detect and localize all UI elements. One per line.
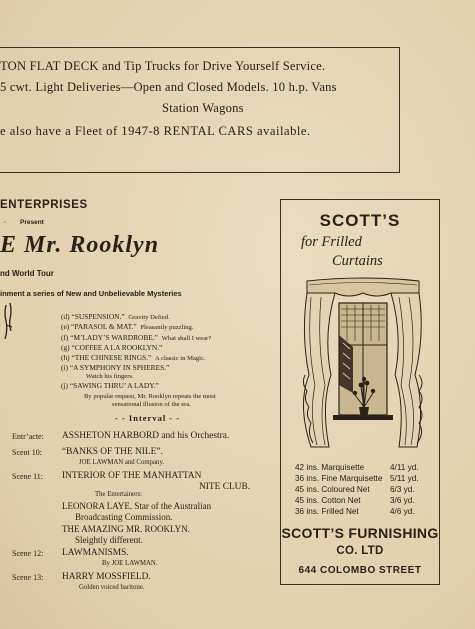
scotts-for-line: for Frilled: [301, 234, 362, 250]
list-item: [61, 353, 206, 362]
scene-10-label: Scent 10:: [12, 448, 42, 457]
interval-heading: - - Interval - -: [115, 413, 181, 423]
entertainers-label: The Entertainers:: [95, 491, 142, 498]
price-value: 4/11 yd.: [390, 463, 419, 472]
scotts-heading: SCOTT’S: [319, 211, 401, 230]
rope-illustration: [3, 303, 15, 341]
list-item: [61, 343, 162, 352]
price-desc: 36 ins. Frilled Net: [295, 507, 359, 516]
scene-13-label: Scene 13:: [12, 573, 44, 582]
advert-line-4: e also have a Fleet of 1947-8 RENTAL CARS available.: [0, 124, 311, 138]
item-note: Gravity Defied.: [128, 314, 170, 321]
advert-line-2: 5 cwt. Light Deliveries—Open and Closed Models. 10 h.p. Vans: [0, 80, 337, 94]
curtain-window-illustration: [295, 275, 431, 455]
firm-address: 644 COLOMBO STREET: [298, 565, 422, 576]
list-item: [61, 381, 159, 390]
advert-line-3: Station Wagons: [162, 101, 244, 115]
price-desc: 42 ins. Marquisette: [295, 463, 365, 472]
item-label: (g) “COFFEE A LA ROOKLYN.”: [61, 343, 163, 352]
popular-request-line-2: sensational illusion of the era.: [112, 401, 191, 408]
scene-11-text: INTERIOR OF THE MANHATTAN: [62, 471, 202, 481]
list-item: [61, 333, 211, 342]
price-value: 6/3 yd.: [390, 485, 415, 494]
scene-11-label: Scene 11:: [12, 472, 44, 481]
price-desc: 45 ins. Coloured Net: [295, 485, 370, 494]
entracte-label: Entr’acte:: [12, 432, 44, 441]
scene-12-text: LAWMANISMS.: [62, 548, 129, 558]
list-item: [61, 312, 170, 321]
price-value: 3/6 yd.: [390, 496, 415, 505]
scene-10-text: “BANKS OF THE NILE”.: [62, 447, 163, 457]
scene-13-text: HARRY MOSSFIELD.: [62, 572, 151, 582]
item-label: (f) “M’LADY’S WARDROBE.”: [61, 333, 158, 342]
scene-13-sub: Golden voiced baritone.: [79, 584, 145, 591]
item-note: A classic in Magic.: [155, 355, 206, 362]
present-line: [4, 219, 44, 226]
leonora-line-2: Broadcasting Commission.: [75, 512, 173, 522]
scotts-curtains-line: Curtains: [332, 253, 383, 269]
firm-co: CO. LTD: [336, 545, 384, 557]
scene-10-sub: JOE LAWMAN and Company.: [79, 459, 165, 466]
price-desc: 36 ins. Fine Marquisette: [295, 474, 383, 483]
amazing-line-2: Sleightly different.: [75, 535, 143, 545]
entracte-text: ASSHETON HARBORD and his Orchestra.: [62, 431, 230, 441]
price-value: 5/11 yd.: [390, 474, 419, 483]
show-title: E Mr. Rooklyn: [0, 232, 160, 258]
scene-12-label: Scene 12:: [12, 549, 44, 558]
firm-name: SCOTT’S FURNISHING: [281, 525, 439, 541]
item-label: (d) “SUSPENSION.”: [61, 312, 125, 321]
price-desc: 45 ins. Cotton Net: [295, 496, 361, 505]
leonora-line-1: LEONORA LAYE. Star of the Australian: [62, 501, 212, 511]
scotts-advert-box: [280, 199, 440, 585]
item-label: (e) “PARASOL & MAT.”: [61, 322, 137, 331]
advert-line-1: TON FLAT DECK and Tip Trucks for Drive Yourself Service.: [0, 59, 326, 73]
present-word: Present: [20, 219, 44, 226]
company-name: ENTERPRISES: [0, 199, 88, 211]
list-item: [61, 363, 169, 372]
scene-12-sub: By JOE LAWMAN.: [102, 560, 158, 567]
scene-11-text-2: NITE CLUB.: [199, 482, 251, 492]
mysteries-line: inment a series of New and Unbelievable Mysteries: [0, 289, 182, 298]
price-value: 4/6 yd.: [390, 507, 415, 516]
item-label: (j) “SAWING THRU’ A LADY.”: [61, 381, 159, 390]
amazing-line-1: THE AMAZING MR. ROOKLYN.: [62, 524, 190, 534]
popular-request-line-1: By popular request, Mr. Rooklyn repeats the most: [84, 393, 216, 400]
present-dot: ·: [4, 219, 7, 226]
world-tour: nd World Tour: [0, 269, 54, 278]
rental-advert-box: [0, 47, 400, 173]
list-item: [61, 322, 194, 331]
item-label: (h) “THE CHINESE RINGS.”: [61, 353, 152, 362]
item-note: Pleasantly puzzling.: [140, 324, 194, 331]
item-label: (i) “A SYMPHONY IN SPHERES.”: [61, 363, 170, 372]
item-subnote: Watch his fingers.: [86, 373, 134, 380]
item-note: What shall I wear?: [161, 335, 212, 342]
